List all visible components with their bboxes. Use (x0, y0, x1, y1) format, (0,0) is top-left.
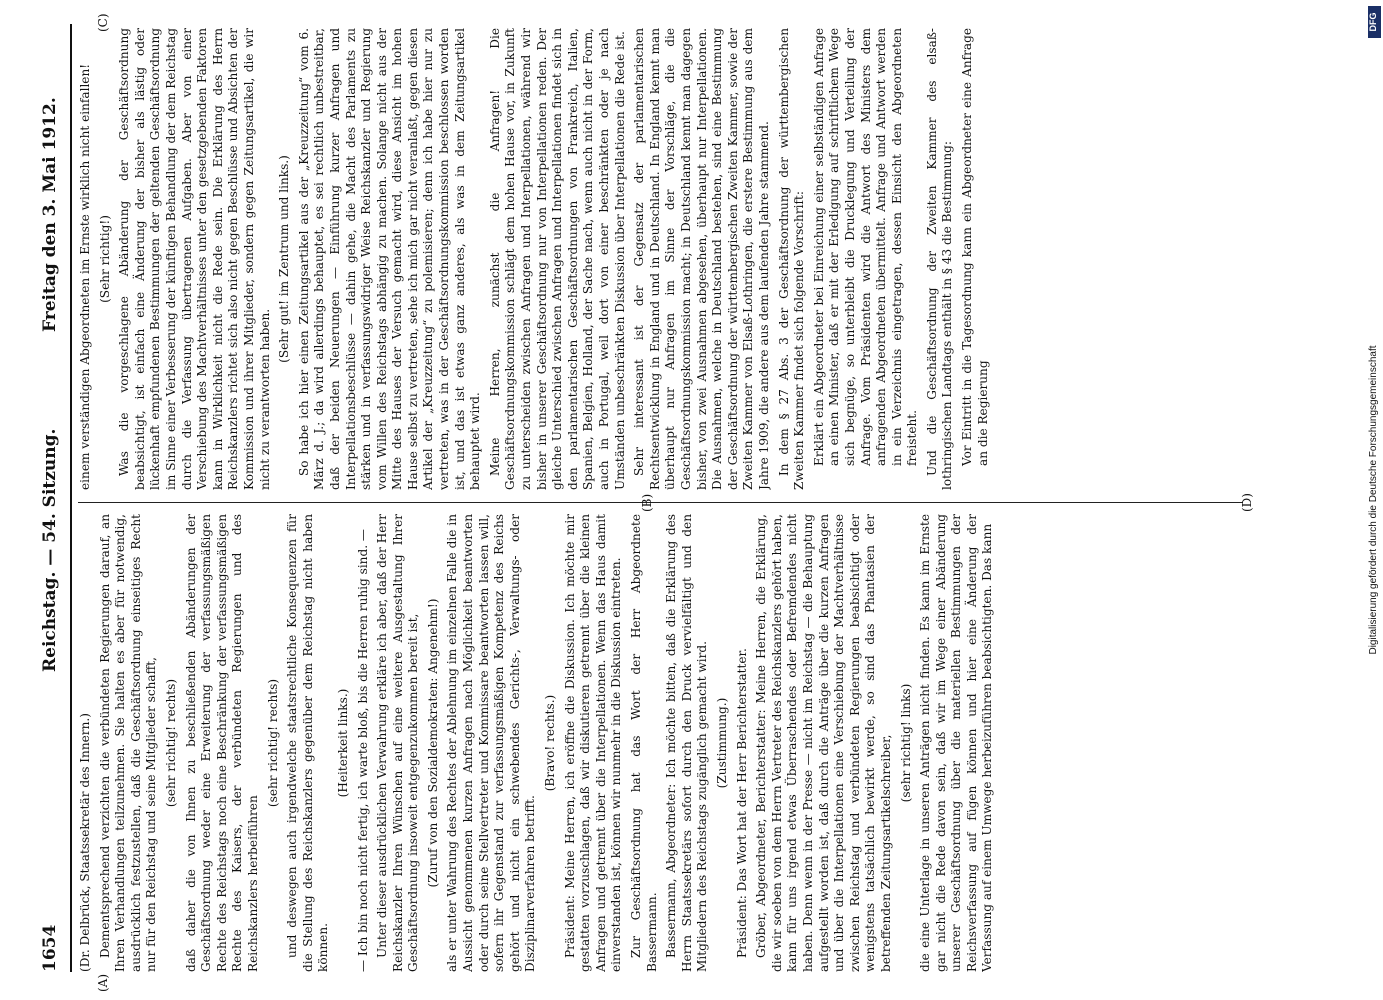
paragraph: Was die vorgeschlagene Abänderung der Geschäftsordnung beabsichtigt, ist einfach eine Änderung der bisher als lästig oder lückenhaft empfundenen Bestimmungen der geltenden Geschäftsordnung im Sinne einer Verbesserung der künftigen Behandlung der dem Reichstag durch die Verfassung übertragenen Aufgaben. Aber von einer Verschiebung des Machtverhältnisses unter den gesetzgebenden Faktoren kann in Wirklichkeit nicht die Rede sein. Die Erklärung des Herrn Reichskanzlers richtet sich also nicht gegen Beschlüsse und Absichten der Kommission und ihrer Mitglieder, sondern gegen Zeitungsartikel, die wir nicht zu verantworten haben. (117, 28, 272, 490)
quotation: Erklärt ein Abgeordneter bei Einreichung einer selbständigen Anfrage an einen Minister, daß er mit der Erledigung auf schriftlichem Wege sich begnüge, so unterbleibt die Drucklegung und Verteilung der Anfrage. Vom Präsidenten wird die Antwort des Ministers dem anfragenden Abgeordneten übermittelt. Anfrage und Antwort werden in ein Verzeichnis eingetragen, dessen Einsicht den Abgeordneten freisteht. (811, 28, 920, 466)
interjection: (sehr richtig! rechts) (265, 678, 280, 808)
paragraph: die eine Unterlage in unseren Anträgen nicht finden. Es kann im Ernste gar nicht die Rede davon sein, daß wir im Wege einer Abänderung unserer Geschäftsordnung über die materiellen Bestimmungen der Reichsverfassung auf fügen können und hier eine Änderung der Verfassung auf einem Umwege herbeizuführen beabsichtigten. Das kann (918, 514, 995, 972)
margin-mark-d: (D) (1240, 493, 1254, 512)
margin-mark-a: (A) (96, 973, 110, 992)
page-number: 1654 (40, 924, 60, 972)
session-date: Freitag den 3. Mai 1912. (40, 97, 60, 332)
column-divider (78, 502, 1243, 503)
speaker-paragraph: Präsident: Meine Herren, ich eröffne die Diskussion. Ich möchte mir gestatten vorzuschlagen, daß wir diskutieren getrennt über die kleinen Anfragen und getrennt über die Interpellationen. Wenn das Haus damit einverstanden ist, können wir nunmehr in die Diskussion eintreten. (562, 514, 624, 972)
interjection: (sehr richtig! links) (898, 683, 913, 803)
paragraph: und deswegen auch irgendwelche staatsrechtliche Konsequenzen für die Stellung des Reichskanzlers gegenüber dem Reichstag nicht haben können. (285, 514, 331, 972)
header-rule (70, 24, 72, 972)
paragraph: daß daher die von Ihnen zu beschließenden Abänderungen der Geschäftsordnung weder eine Erweiterung der verfassungsmäßigen Rechte des Reichstags noch eine Beschränkung der verfassungsmäßigen Rechte des Kaisers, der verbündeten Regierungen und des Reichskanzlers herbeiführen (183, 514, 260, 972)
interjection: (Bravo! rechts.) (543, 694, 558, 792)
interjection: (Sehr gut! im Zentrum und links.) (277, 155, 292, 363)
paragraph: Meine Herren, zunächst die Anfragen! Die Geschäftsordnungskommission schlägt dem hohen Hause vor, in Zukunft zu unterscheiden zwischen Anfragen und Interpellationen, während wir bisher in unserer Geschäftsordnung nur von Interpellationen reden. Der gleiche Unterschied zwischen Anfragen und Interpellationen findet sich in den parlamentarischen Geschäftsordnungen von Frankreich, Italien, Spanien, Belgien, Holland, der Sache nach, wenn auch nicht in der Form, auch in Portugal, weil dort von einer beschränkten oder je nach Umständen unbeschränkten Diskussion über Interpellationen die Rede ist. (487, 28, 627, 490)
left-column (78, 514, 1248, 972)
page-header (36, 24, 70, 972)
interjection: (sehr richtig! rechts) (163, 678, 178, 808)
paragraph: In dem § 27 Abs. 3 der Geschäftsordnung der württembergischen Zweiten Kammer findet sich folgende Vorschrift: (776, 28, 807, 490)
paragraph: Sehr interessant ist der Gegensatz der parlamentarischen Rechtsentwicklung in England und in Deutschland. In England kennt man überhaupt nur Anfragen im Sinne der Vorschläge, die die Geschäftsordnungskommission macht; in Deutschland kennt man dagegen bisher, von zwei Ausnahmen abgesehen, überhaupt nur Interpellationen. Die Ausnahmen, welche in Deutschland bestehen, sind eine Bestimmung der Geschäftsordnung der württembergischen Zweiten Kammer, sowie der Zweiten Kammer von Elsaß-Lothringen, die erstere Bestimmung aus dem Jahre 1909, die andere aus dem laufenden Jahre stammend. (632, 28, 771, 490)
paragraph: (Dr. Delbrück, Staatssekretär des Innern.) (78, 713, 92, 972)
interjection: (Zustimmung.) (714, 697, 729, 789)
interjection: (Heiterkeit links.) (335, 688, 350, 798)
paragraph: — Ich bin noch nicht fertig, ich warte bloß, bis die Herren ruhig sind. — (355, 529, 370, 972)
speaker-paragraph: Präsident: Das Wort hat der Herr Berichterstatter. (734, 648, 749, 958)
paragraph: Dementsprechend verzichten die verbündeten Regierungen darauf, an Ihren Verhandlungen teilzunehmen. Sie halten es aber für notwendig, ausdrücklich festzustellen, daß die Geschäftsordnung einseitiges Recht nur für den Reichstag und seine Mitglieder schafft, (97, 514, 159, 972)
paragraph: Und die Geschäftsordnung der Zweiten Kammer des elsaß-lothringischen Landtags enthält in § 43 die Bestimmung: (924, 28, 955, 490)
margin-mark-c: (C) (96, 13, 110, 32)
interjection: (Zuruf von den Sozialdemokraten: Angenehm!) (425, 598, 440, 888)
interjection: (Sehr richtig!) (97, 215, 112, 303)
margin-mark-b: (B) (640, 493, 654, 512)
speaker-paragraph: Gröber, Abgeordneter, Berichterstatter: Meine Herren, die Erklärung, die wir soeben von dem Herrn Vertreter des Reichskanzlers gehört haben, kann für uns irgend etwas Überraschendes oder Befremdendes nicht haben. Denn wenn in der Presse — nicht im Reichstag — die Behauptung aufgestellt worden ist, daß durch die Anträge über die kurzen Anfragen und über die Interpellationen eine Verschiebung der Machtverhältnisse zwischen Reichstag und verbündeten Regierungen beabsichtigt oder wenigstens tatsächlich bewirkt werde, so sind das Phantasien der betreffenden Zeitungsartikelschreiber, (754, 514, 893, 972)
paragraph: einem verständigen Abgeordneten im Ernste wirklich nicht einfallen! (78, 63, 92, 490)
session-title: Reichstag. — 54. Sitzung. (40, 428, 60, 672)
paragraph: So habe ich hier einen Zeitungsartikel aus der „Kreuzzeitung“ vom 6. März d. J.; da wird allerdings behauptet, es sei rechtlich unbestreitbar, daß der beiden Neuerungen — Einführung kurzer Anfragen und Interpellationsbeschlüsse — dahin gehe, die Macht des Parlaments zu stärken und in verfassungswidriger Weise Reichskanzler und Regierung vom Willen des Reichstags abhängig zu machen. Solange nicht aus der Mitte des Hauses der Versuch gemacht wird, diese Ansicht im hohen Hause selbst zu vertreten, sehe ich mich gar nicht veranlaßt, gegen diesen Artikel der „Kreuzzeitung“ zu polemisieren; denn ich habe hier nur zu vertreten, was in der Geschäftsordnungskommission beschlossen worden ist, und das ist etwas ganz anderes, als was in dem Zeitungsartikel behauptet wird. (296, 28, 483, 490)
right-column (78, 28, 1248, 490)
digitization-credit (1368, 0, 1382, 1000)
dfg-logo-text: DFG (1368, 12, 1378, 32)
paragraph: Unter dieser ausdrücklichen Verwahrung erkläre ich aber, daß der Herr Reichskanzler Ihren Wünschen auf eine weitere Ausgestaltung Ihrer Geschäftsordnung insoweit entgegenzukommen bereit ist, (375, 514, 421, 972)
speaker-paragraph: Bassermann, Abgeordneter: Ich möchte bitten, daß die Erklärung des Herrn Staatssekretärs sofort durch den Druck vervielfältigt und den Mitgliedern des Reichstags zugänglich gemacht wird. (664, 514, 710, 972)
paragraph: als er unter Wahrung des Rechtes der Ablehnung im einzelnen Falle die in Aussicht genommenen kurzen Anfragen nach Möglichkeit beantworten oder durch seine Stellvertreter und Kommissare beantworten lassen will, sofern ihr Gegenstand zur verfassungsmäßigen Kompetenz des Reichs gehört und nicht ein schwebendes Gerichts-, Verwaltungs- oder Disziplinarverfahren betrifft. (445, 514, 538, 972)
paragraph: Zur Geschäftsordnung hat das Wort der Herr Abgeordnete Bassermann. (629, 514, 659, 972)
quotation: Vor Eintritt in die Tagesordnung kann ein Abgeordneter eine Anfrage an die Regierung (960, 28, 990, 466)
credit-text: Digitalisierung gefördert durch die Deutsche Forschungsgemeinschaft (1368, 345, 1379, 655)
